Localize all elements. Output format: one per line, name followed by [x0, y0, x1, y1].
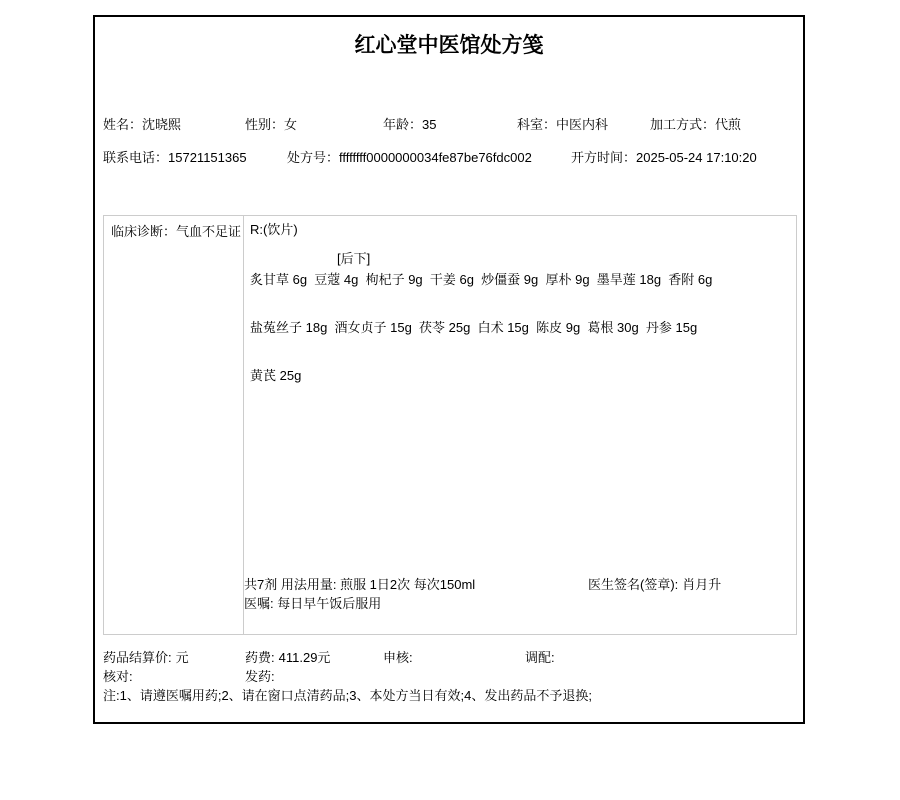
check-field: 核对: [103, 669, 133, 684]
patient-gender [245, 117, 297, 133]
prescription-number-label: 处方号： [287, 150, 340, 165]
medicine-fee [245, 650, 330, 666]
patient-gender-label: 性别： [245, 117, 285, 132]
doctor-signature [588, 577, 721, 593]
doctor-signature-label: 医生签名(签章): [588, 577, 679, 592]
issue-time-value: 2025-05-24 17:10:20 [636, 150, 757, 165]
footer-note: 注:1、请遵医嘱用药;2、请在窗口点清药品;3、本处方当日有效;4、发出药品不予退换; [103, 688, 592, 703]
processing-method-value: 代煎 [715, 117, 742, 132]
clinical-diagnosis [111, 222, 242, 241]
issue-time-label: 开方时间： [571, 150, 637, 165]
medicine-fee-label: 药费: [245, 650, 275, 665]
prescription-box [103, 215, 797, 635]
review-field: 申核: [383, 650, 413, 665]
decoct-later-note: [后下] [337, 251, 371, 266]
settlement-price [103, 650, 189, 666]
clinical-diagnosis-label: 临床诊断： [111, 224, 177, 239]
patient-age-value: 35 [422, 117, 437, 132]
clinical-diagnosis-value: 气血不足证 [176, 224, 242, 239]
patient-age [383, 117, 436, 133]
prepare-field: 调配: [525, 650, 555, 665]
doctor-signature-name: 肖月升 [682, 577, 722, 592]
medicine-fee-value: 411.29元 [278, 650, 331, 665]
diagnosis-column-divider [243, 216, 244, 634]
usage-line: 共7剂 用法用量: 煎服 1日2次 每次150ml [244, 577, 476, 592]
herb-line-3: 黄芪 25g [250, 368, 302, 383]
patient-department-value: 中医内科 [556, 117, 609, 132]
settlement-price-label: 药品结算价: [103, 650, 172, 665]
patient-gender-value: 女 [284, 117, 298, 132]
patient-name [103, 117, 181, 133]
contact-phone-value: 15721151365 [168, 150, 247, 165]
processing-method [650, 117, 741, 133]
rx-header: R:(饮片) [250, 222, 298, 237]
herb-line-1: 炙甘草 6g 豆蔻 4g 枸杞子 9g 干姜 6g 炒僵蚕 9g 厚朴 9g 墨旱莲 18g 香附 6g [250, 272, 713, 287]
patient-name-label: 姓名： [103, 117, 143, 132]
patient-department [517, 117, 608, 133]
patient-name-value: 沈晓熙 [142, 117, 182, 132]
doctor-advice-line: 医嘱: 每日早午饭后服用 [244, 596, 382, 611]
contact-phone [103, 150, 247, 166]
issue-time [571, 150, 757, 166]
herb-line-2: 盐菟丝子 18g 酒女贞子 15g 茯苓 25g 白术 15g 陈皮 9g 葛根 30g 丹参 15g [250, 320, 698, 335]
contact-phone-label: 联系电话： [103, 150, 169, 165]
dispense-field: 发药: [245, 669, 275, 684]
patient-department-label: 科室： [517, 117, 557, 132]
settlement-price-value: 元 [175, 650, 189, 665]
page-title: 红心堂中医馆处方笺 [354, 34, 544, 57]
prescription-number [287, 150, 532, 166]
patient-age-label: 年龄： [383, 117, 423, 132]
prescription-number-value: ffffffff0000000034fe87be76fdc002 [339, 150, 532, 165]
processing-method-label: 加工方式： [650, 117, 716, 132]
